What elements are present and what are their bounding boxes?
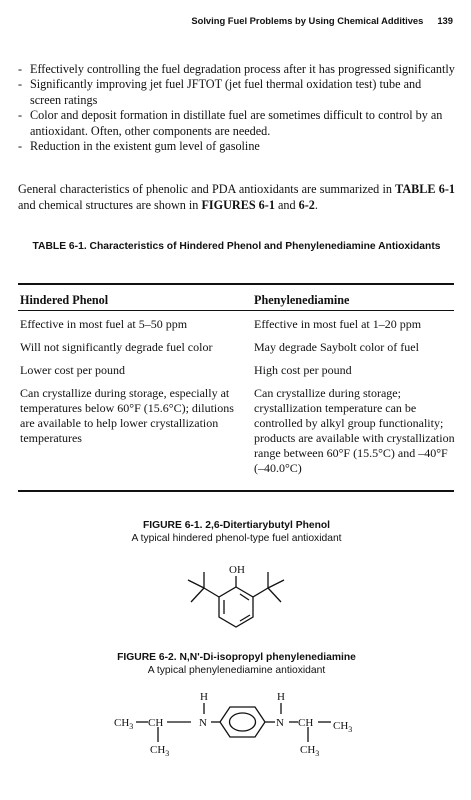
figure-reference: 6-2 bbox=[298, 198, 315, 212]
methyl-label: $CH_3$ bbox=[300, 744, 320, 758]
hydrogen-label: H bbox=[277, 691, 285, 703]
table-cell: Effective in most fuel at 1–20 ppm bbox=[254, 317, 422, 331]
table-cell: Can crystallize during storage, especially at temperatures below 60°F (15.6°C); dilutions are available to help lower crystallization temperatures bbox=[20, 386, 234, 445]
table-header-hindered-phenol: Hindered Phenol bbox=[20, 293, 109, 307]
methine-label: CH bbox=[298, 717, 314, 729]
methine-label: CH bbox=[148, 717, 164, 729]
figure-2-caption bbox=[18, 651, 455, 677]
list-item: - Effectively controlling the fuel degradation process after it has progressed significantly bbox=[18, 62, 455, 76]
table-cell: Lower cost per pound bbox=[20, 363, 125, 377]
page-number: 139 bbox=[437, 15, 453, 26]
nitrogen-label: N bbox=[199, 717, 207, 729]
phenylene-ring bbox=[220, 707, 265, 737]
list-item: - Color and deposit formation in distillate fuel are sometimes difficult to control by an antioxidant. Often, other components are needed. bbox=[18, 108, 443, 138]
list-item: - Significantly improving jet fuel JFTOT (jet fuel thermal oxidation test) tube and screen ratings bbox=[18, 77, 422, 107]
table-reference: TABLE 6-1 bbox=[395, 182, 455, 196]
figure-1-subtitle: A typical hindered phenol-type fuel antioxidant bbox=[131, 533, 342, 544]
table-cell: High cost per pound bbox=[254, 363, 352, 377]
table-header-phenylenediamine: Phenylenediamine bbox=[254, 293, 350, 307]
nitrogen-label: N bbox=[276, 717, 284, 729]
hydrogen-label: H bbox=[200, 691, 208, 703]
figure-1-title: FIGURE 6-1. 2,6-Ditertiarybutyl Phenol bbox=[142, 520, 331, 531]
running-title: Solving Fuel Problems by Using Chemical Additives bbox=[191, 15, 424, 26]
table-cell: Effective in most fuel at 5–50 ppm bbox=[20, 317, 188, 331]
intro-paragraph: General characteristics of phenolic and PDA antioxidants are summarized in TABLE 6-1 and chemical structures are shown in FIGURES 6-1 and 6-2. bbox=[18, 182, 455, 212]
ditertiarybutyl-phenol-structure bbox=[188, 572, 284, 627]
hydroxyl-label: OH bbox=[229, 564, 245, 576]
methyl-label: $CH_3$ bbox=[114, 717, 134, 731]
figure-reference: FIGURES 6-1 bbox=[201, 198, 275, 212]
figure-2-subtitle: A typical phenylenediamine antioxidant bbox=[147, 665, 326, 676]
table-caption: TABLE 6-1. Characteristics of Hindered Phenol and Phenylenediamine Antioxidants bbox=[32, 241, 441, 252]
table-cell: Will not significantly degrade fuel color bbox=[20, 340, 213, 354]
methyl-label: $CH_3$ bbox=[150, 744, 170, 758]
table-cell: Can crystallize during storage; crystallization temperature can be controlled by alkyl group functionality; products are available with crystallization range between 60°F (15.5°C) and –40°F (–40.0°C) bbox=[254, 386, 455, 475]
methyl-label: $CH_3$ bbox=[333, 720, 353, 734]
table-cell: May degrade Saybolt color of fuel bbox=[254, 340, 419, 354]
figure-2-title: FIGURE 6-2. N,N'-Di-isopropyl phenylenediamine bbox=[117, 652, 356, 663]
list-item: - Reduction in the existent gum level of gasoline bbox=[18, 139, 260, 154]
